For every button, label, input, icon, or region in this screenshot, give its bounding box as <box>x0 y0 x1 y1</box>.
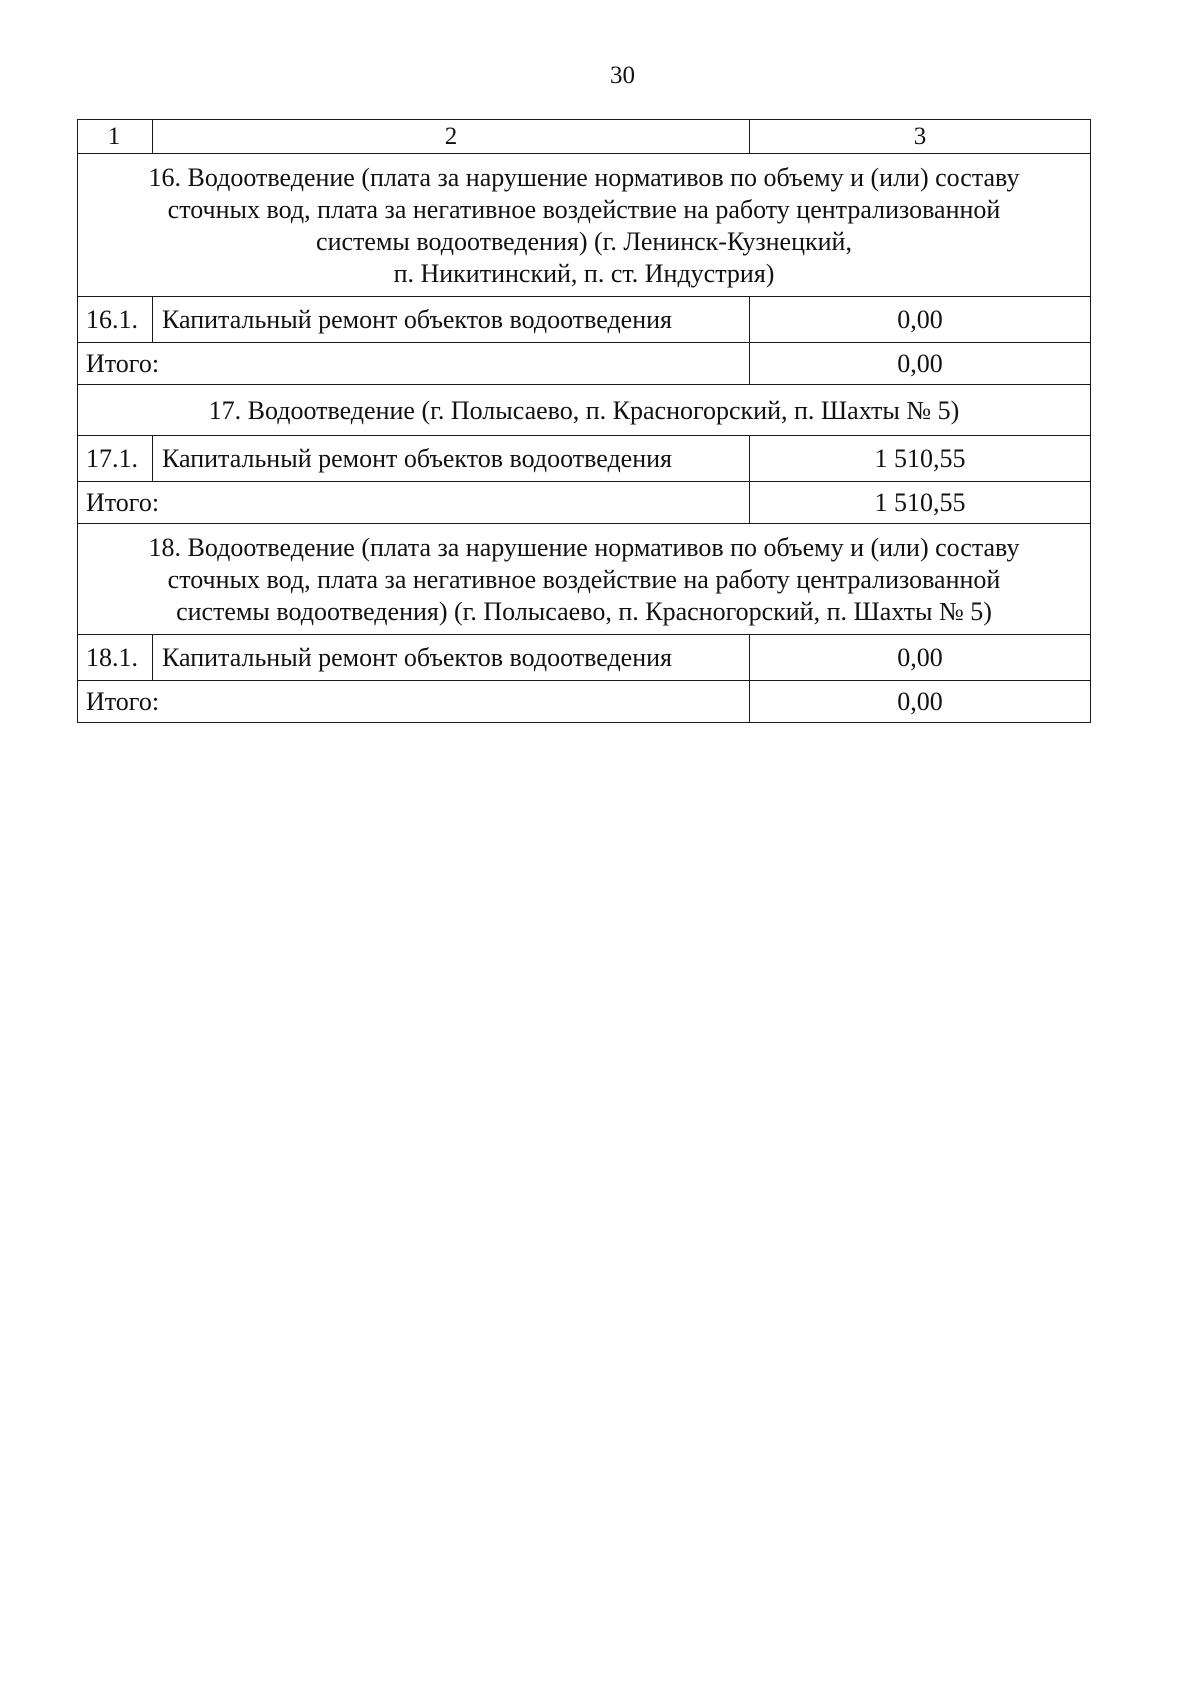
item-value: 0,00 <box>750 635 1091 681</box>
total-label: Итого: <box>78 482 750 524</box>
table-row <box>78 436 1091 482</box>
total-value: 0,00 <box>750 681 1091 723</box>
item-number: 17.1. <box>78 436 153 482</box>
page-number: 30 <box>610 62 635 89</box>
item-name: Капитальный ремонт объектов водоотведения <box>153 635 750 681</box>
table-row <box>78 635 1091 681</box>
total-row <box>78 482 1091 524</box>
section-17-title-row <box>78 385 1091 436</box>
total-label: Итого: <box>78 343 750 385</box>
section-18-title-row <box>78 524 1091 635</box>
header-col-1: 1 <box>78 120 153 154</box>
section-title <box>78 385 1091 436</box>
section-title-line: системы водоотведения) (г. Полысаево, п. Красногорский, п. Шахты № 5) <box>176 597 992 626</box>
table-header-row <box>78 120 1091 154</box>
item-value: 0,00 <box>750 297 1091 343</box>
section-title <box>78 154 1091 297</box>
section-title <box>78 524 1091 635</box>
section-title-line: системы водоотведения) (г. Ленинск-Кузнецкий, <box>316 227 852 256</box>
item-value: 1 510,55 <box>750 436 1091 482</box>
item-number: 16.1. <box>78 297 153 343</box>
header-col-3: 3 <box>750 120 1091 154</box>
item-name: Капитальный ремонт объектов водоотведения <box>153 297 750 343</box>
total-value: 1 510,55 <box>750 482 1091 524</box>
total-row <box>78 343 1091 385</box>
section-title-line: сточных вод, плата за негативное воздействие на работу централизованной <box>167 195 1001 224</box>
section-title-line: 16. Водоотведение (плата за нарушение нормативов по объему и (или) составу <box>148 163 1020 192</box>
total-value: 0,00 <box>750 343 1091 385</box>
table-row <box>78 297 1091 343</box>
section-title-line: 18. Водоотведение (плата за нарушение нормативов по объему и (или) составу <box>148 533 1020 562</box>
section-title-line: сточных вод, плата за негативное воздействие на работу централизованной <box>167 565 1001 594</box>
item-number: 18.1. <box>78 635 153 681</box>
total-row <box>78 681 1091 723</box>
total-label: Итого: <box>78 681 750 723</box>
section-title-line: п. Никитинский, п. ст. Индустрия) <box>393 259 775 288</box>
section-title-line: 17. Водоотведение (г. Полысаево, п. Красногорский, п. Шахты № 5) <box>208 396 960 425</box>
tariff-table <box>77 119 1091 723</box>
item-name: Капитальный ремонт объектов водоотведения <box>153 436 750 482</box>
header-col-2: 2 <box>153 120 750 154</box>
section-16-title-row <box>78 154 1091 297</box>
